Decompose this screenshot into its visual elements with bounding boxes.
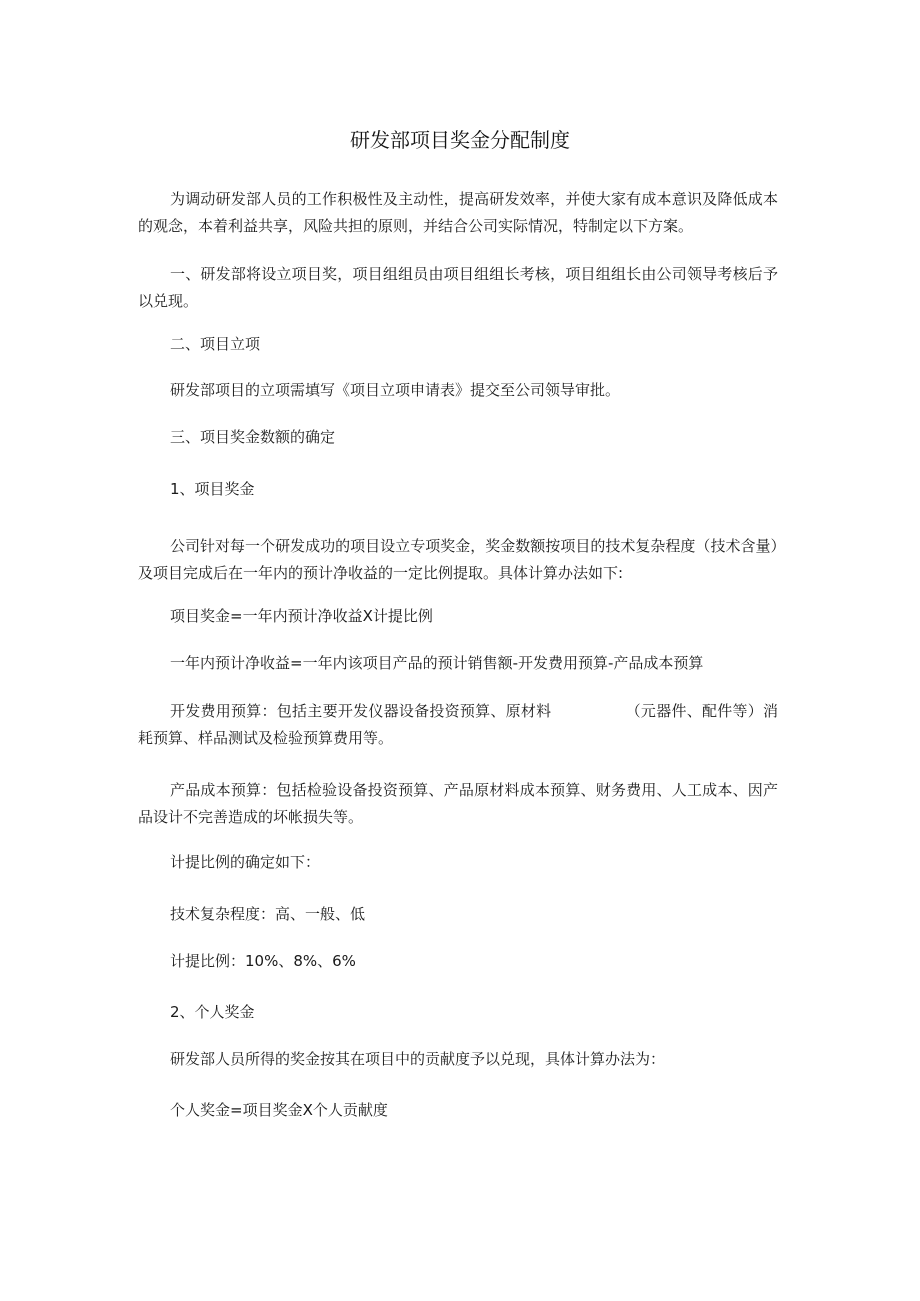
section-2-heading: 二、项目立项 (170, 335, 261, 353)
page-title: 研发部项目奖金分配制度 (350, 128, 570, 152)
section-3-heading: 三、项目奖金数额的确定 (170, 428, 336, 446)
product-cost-paragraph: 产品成本预算：包括检验设备投资预算、产品原材料成本预算、财务费用、人工成本、因产品设计不完善造成的坏帐损失等。 (138, 781, 778, 826)
dev-budget-part-1: 开发费用预算：包括主要开发仪器设备投资预算、原材料 (170, 702, 552, 720)
section-2-body: 研发部项目的立项需填写《项目立项申请表》提交至公司领导审批。 (170, 381, 621, 399)
subsection-1-heading: 1、项目奖金 (170, 480, 255, 498)
subsection-1-body: 公司针对每一个研发成功的项目设立专项奖金，奖金数额按项目的技术复杂程度（技术含量）及项目完成后在一年内的预计净收益的一定比例提取。具体计算办法如下: (138, 537, 778, 582)
section-1-paragraph: 一、研发部将设立项目奖，项目组组员由项目组组长考核，项目组组长由公司领导考核后予以兑现。 (138, 265, 778, 310)
subsection-2-heading: 2、个人奖金 (170, 1003, 255, 1021)
complexity-levels: 技术复杂程度：高、一般、低 (170, 905, 366, 923)
subsection-2-body: 研发部人员所得的奖金按其在项目中的贡献度予以兑现，具体计算办法为： (170, 1050, 666, 1068)
ratio-heading: 计提比例的确定如下： (170, 853, 321, 871)
formula-net-income: 一年内预计净收益=一年内该项目产品的预计销售额-开发费用预算-产品成本预算 (170, 654, 704, 672)
ratio-values: 计提比例：10%、8%、6% (170, 952, 356, 970)
dev-budget-part-2: （元器件、配件等）消耗预算、样品测试及检验预算费用等。 (138, 702, 778, 747)
intro-paragraph: 为调动研发部人员的工作积极性及主动性，提高研发效率，并使大家有成本意识及降低成本的观念，本着利益共享，风险共担的原则，并结合公司实际情况，特制定以下方案。 (138, 190, 778, 235)
formula-personal-bonus: 个人奖金=项目奖金X个人贡献度 (170, 1101, 388, 1119)
dev-budget-paragraph (138, 698, 778, 752)
formula-project-bonus: 项目奖金=一年内预计净收益X计提比例 (170, 607, 433, 625)
